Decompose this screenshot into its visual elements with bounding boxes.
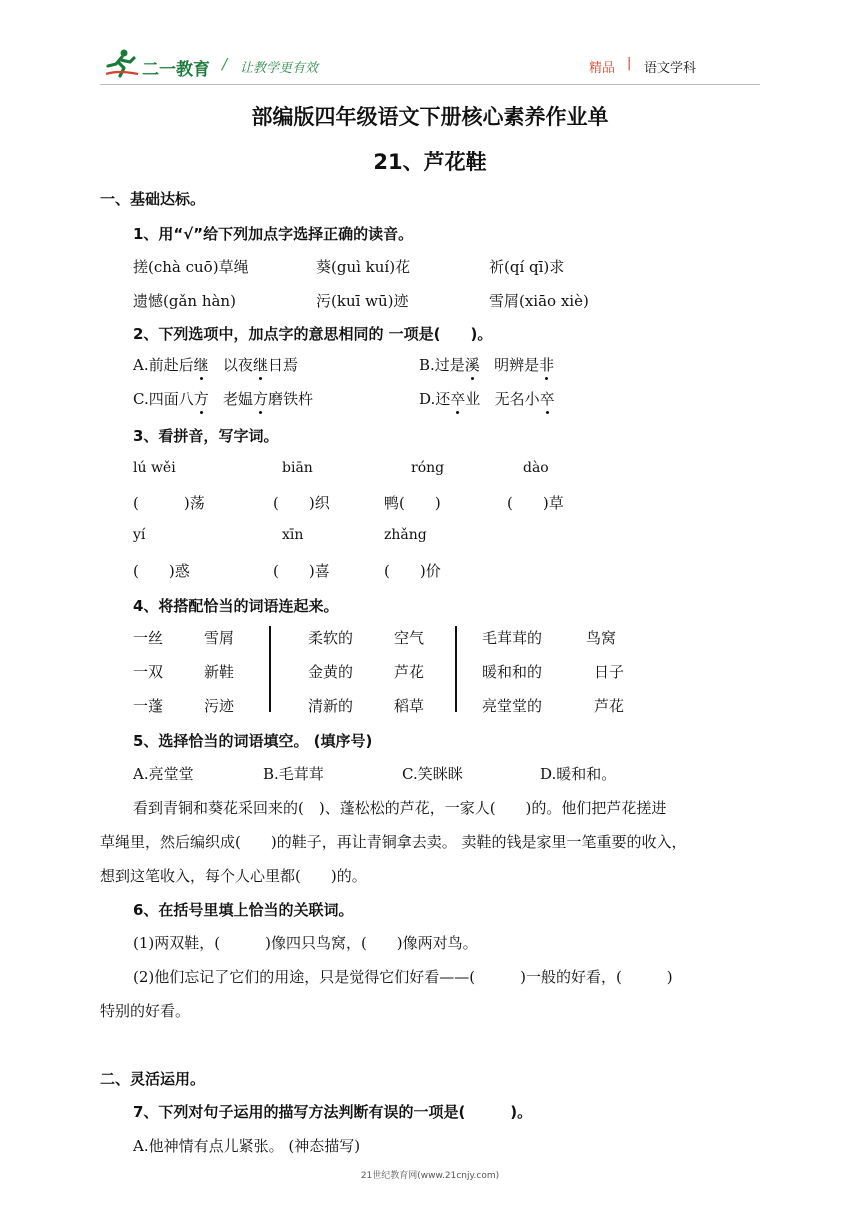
header-divider: | <box>627 56 632 71</box>
q3-blank: 鸭( ) <box>384 494 441 512</box>
q2-option-a: A.前赴后继 以夜继日焉 <box>133 356 298 374</box>
q4-word: 金黄的 <box>308 663 354 681</box>
q4-word: 鸟窝 <box>586 629 617 647</box>
q2-option-b: B.过是溪 明辨是非 <box>419 356 555 374</box>
q4-divider <box>455 626 457 712</box>
q3-blank: ( )喜 <box>273 562 330 580</box>
q4-word: 日子 <box>594 663 625 681</box>
q3-blank: ( )荡 <box>133 494 205 512</box>
q3-pinyin: róng <box>411 460 445 476</box>
section-heading-1: 一、基础达标。 <box>100 190 206 208</box>
q3-pinyin: zhǎng <box>384 527 427 543</box>
q3-blank: ( )价 <box>384 562 441 580</box>
header-slash: / <box>222 55 228 73</box>
q5-paragraph-line: 想到这笔收入，每个人心里都( )的。 <box>100 867 367 885</box>
q4-word: 暖和和的 <box>482 663 543 681</box>
question-5-title: 5、选择恰当的词语填空。 (填序号) <box>133 732 373 750</box>
q5-paragraph-line: 看到青铜和葵花采回来的( )、蓬松松的芦花，一家人( )的。他们把芦花搓进 <box>133 799 667 817</box>
q3-blank: ( )惑 <box>133 562 190 580</box>
slogan: 让教学更有效 <box>240 61 319 76</box>
q4-word: 一双 <box>133 663 164 681</box>
q4-word: 空气 <box>394 629 425 647</box>
q2-option-c: C.四面八方 老媪方磨铁杵 <box>133 390 314 408</box>
q3-pinyin: yí <box>133 527 146 543</box>
q6-sentence: (1)两双鞋，( )像四只鸟窝，( )像两对鸟。 <box>133 934 478 952</box>
q6-sentence: (2)他们忘记了它们的用途，只是觉得它们好看——( )一般的好看，( ) <box>133 968 673 986</box>
q2-option-d: D.还卒业 无名小卒 <box>419 390 555 408</box>
q3-blank: ( )织 <box>273 494 330 512</box>
page-title: 部编版四年级语文下册核心素养作业单 <box>251 105 609 129</box>
q5-option: C.笑眯眯 <box>402 765 463 783</box>
section-heading-2: 二、灵活运用。 <box>100 1070 206 1088</box>
q5-option: B.毛茸茸 <box>263 765 324 783</box>
q4-word: 毛茸茸的 <box>482 629 543 647</box>
q1-item: 祈(qí qī)求 <box>489 258 565 276</box>
q1-item: 污(kuī wū)迹 <box>316 292 409 310</box>
q5-option: A.亮堂堂 <box>133 765 194 783</box>
question-7-title: 7、下列对句子运用的描写方法判断有误的一项是( )。 <box>133 1103 533 1121</box>
q1-item: 雪屑(xiāo xiè) <box>489 292 589 310</box>
q5-option: D.暖和和。 <box>540 765 617 783</box>
q4-word: 清新的 <box>308 697 354 715</box>
question-4-title: 4、将搭配恰当的词语连起来。 <box>133 597 339 615</box>
q4-word: 一蓬 <box>133 697 164 715</box>
q3-pinyin: biān <box>282 460 313 476</box>
runner-logo-icon <box>104 48 140 78</box>
q1-item: 遗憾(gǎn hàn) <box>133 292 236 310</box>
q4-word: 亮堂堂的 <box>482 697 543 715</box>
q4-word: 雪屑 <box>204 629 235 647</box>
q4-divider <box>269 626 271 712</box>
q4-word: 柔软的 <box>308 629 354 647</box>
q3-pinyin: xīn <box>282 527 304 543</box>
q4-word: 污迹 <box>204 697 235 715</box>
q4-word: 一丝 <box>133 629 164 647</box>
logo-text: 二一教育 <box>142 60 210 80</box>
q1-item: 搓(chà cuō)草绳 <box>133 258 249 276</box>
q3-blank: ( )草 <box>507 494 564 512</box>
question-1-title: 1、用“√”给下列加点字选择正确的读音。 <box>133 225 414 243</box>
q4-word: 芦花 <box>594 697 625 715</box>
q1-item: 葵(guì kuí)花 <box>316 258 411 276</box>
q6-sentence: 特别的好看。 <box>100 1002 191 1020</box>
q4-word: 芦花 <box>394 663 425 681</box>
badge-label: 精品 <box>589 61 616 76</box>
question-2-title: 2、下列选项中，加点字的意思相同的 一项是( )。 <box>133 325 493 343</box>
q5-paragraph-line: 草绳里，然后编织成( )的鞋子，再让青铜拿去卖。 卖鞋的钱是家里一笔重要的收入， <box>100 833 687 851</box>
q4-word: 新鞋 <box>204 663 235 681</box>
q3-pinyin: dào <box>523 460 549 476</box>
subject-label: 语文学科 <box>644 61 697 76</box>
page-subtitle: 21、芦花鞋 <box>373 150 487 174</box>
q4-word: 稻草 <box>394 697 425 715</box>
question-3-title: 3、看拼音，写字词。 <box>133 427 279 445</box>
q7-option-a: A.他神情有点儿紧张。 (神态描写) <box>133 1137 361 1155</box>
page-footer: 21世纪教育网(www.21cnjy.com) <box>360 1171 500 1181</box>
question-6-title: 6、在括号里填上恰当的关联词。 <box>133 901 354 919</box>
header-rule <box>100 84 760 85</box>
q3-pinyin: lú wěi <box>133 460 176 476</box>
